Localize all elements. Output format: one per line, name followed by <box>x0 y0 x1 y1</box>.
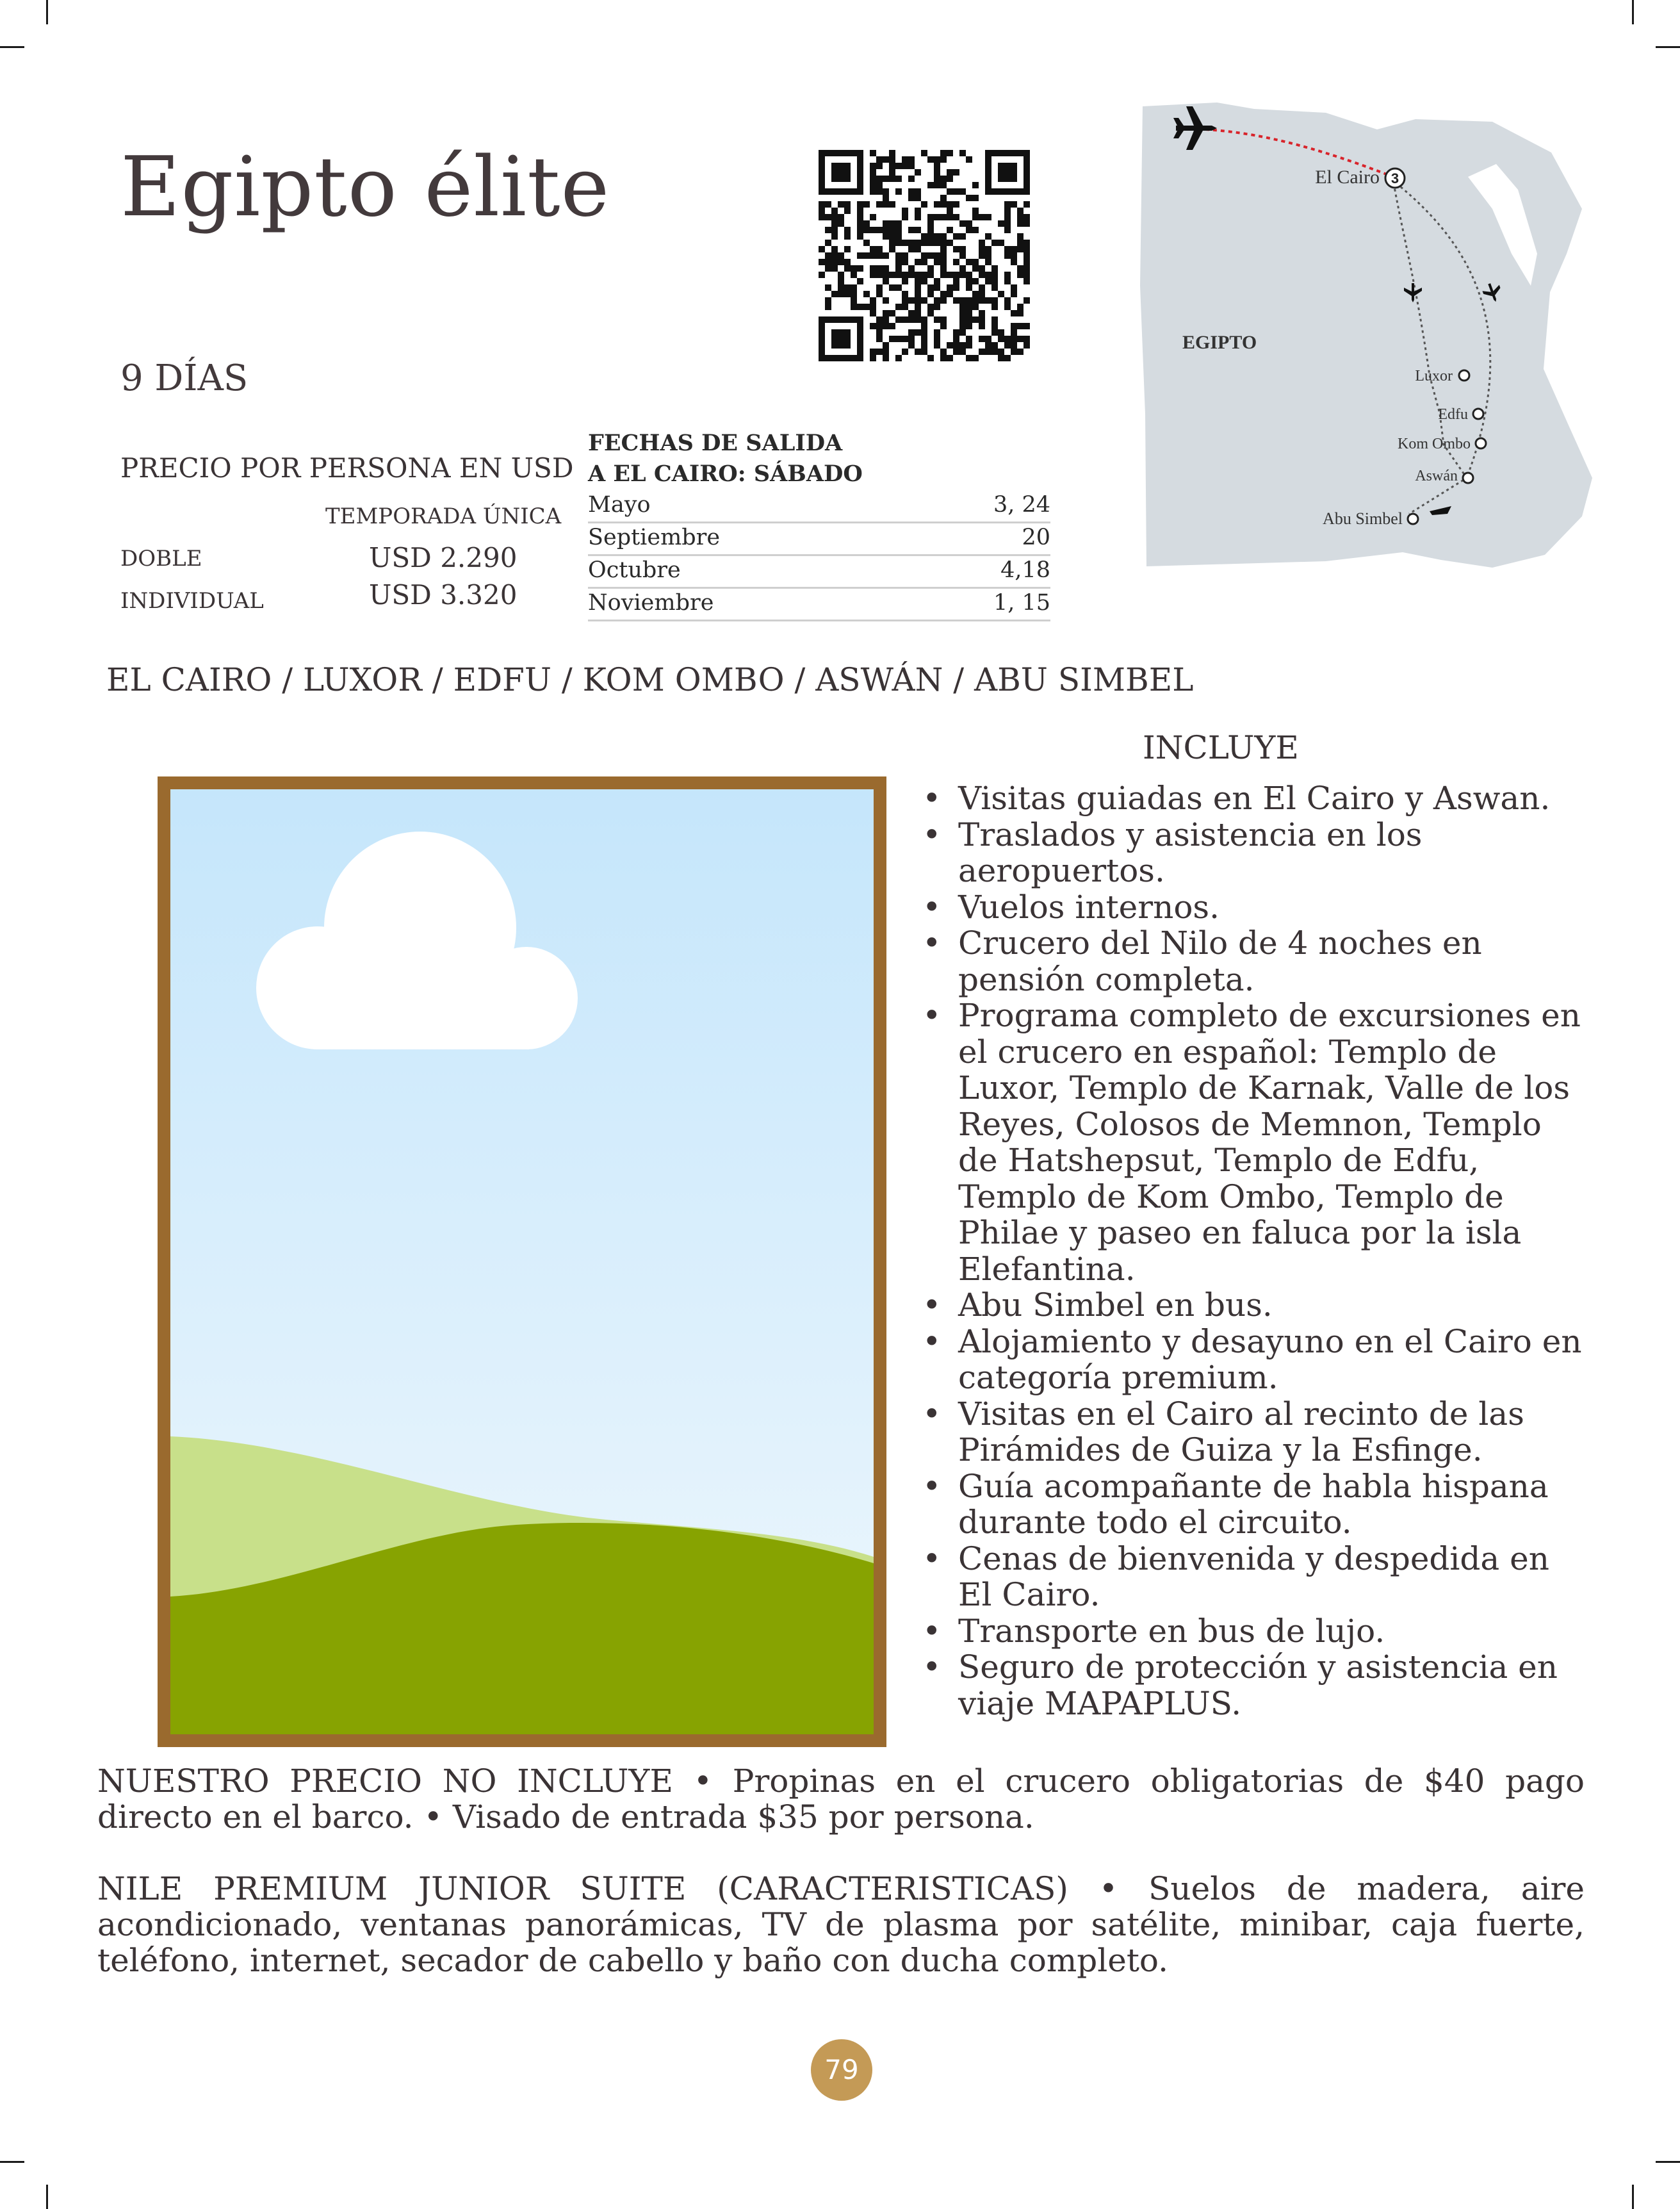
list-item: • Visitas en el Cairo al recinto de las Pirámides de Guiza y la Esfinge. <box>922 1396 1582 1468</box>
departure-month: Mayo <box>588 492 651 518</box>
departures-heading-line: FECHAS DE SALIDA <box>588 430 843 456</box>
crop-mark <box>0 46 24 48</box>
list-item: • Crucero del Nilo de 4 noches en pensión completa. <box>922 925 1582 998</box>
departure-days: 4,18 <box>1000 557 1050 583</box>
departure-days: 20 <box>1022 525 1050 550</box>
pricing-heading: PRECIO POR PERSONA EN USD <box>120 452 574 484</box>
trip-duration: 9 DÍAS <box>120 357 249 399</box>
crop-mark <box>46 0 48 24</box>
table-row <box>588 589 1050 621</box>
city-marker-kom-ombo <box>1476 438 1486 448</box>
crop-mark <box>1656 2161 1680 2163</box>
city-marker-aswan <box>1463 473 1473 483</box>
crop-mark <box>0 2161 24 2163</box>
table-row <box>588 523 1050 556</box>
departures-table <box>588 491 1050 621</box>
list-item: • Traslados y asistencia en los aeropuertos. <box>922 817 1582 889</box>
city-marker-luxor <box>1459 370 1469 381</box>
departure-month: Noviembre <box>588 590 714 616</box>
includes-heading: INCLUYE <box>1143 729 1299 766</box>
not-included-paragraph: NUESTRO PRECIO NO INCLUYE • Propinas en el crucero obligatorias de $40 pago directo en el barco. • Visado de entrada $35 por persona. <box>97 1762 1585 1835</box>
list-item: • Alojamiento y desayuno en el Cairo en categoría premium. <box>922 1324 1582 1396</box>
city-marker-abu-simbel <box>1408 514 1418 524</box>
list-item: • Transporte en bus de lujo. <box>922 1613 1582 1650</box>
departures-heading-line: A EL CAIRO: SÁBADO <box>588 461 863 487</box>
departure-days: 1, 15 <box>993 590 1050 616</box>
crop-mark <box>1656 46 1680 48</box>
table-row <box>588 491 1050 523</box>
list-item: • Guía acompañante de habla hispana durante todo el circuito. <box>922 1468 1582 1541</box>
crop-mark <box>46 2185 48 2209</box>
list-item: • Vuelos internos. <box>922 889 1582 926</box>
list-item: • Visitas guiadas en El Cairo y Aswan. <box>922 780 1582 817</box>
departure-month: Octubre <box>588 557 681 583</box>
includes-list <box>922 780 1582 1721</box>
suite-paragraph: NILE PREMIUM JUNIOR SUITE (CARACTERISTICAS) • Suelos de madera, aire acondicionado, ventanas panorámicas, TV de plasma por satélite, minibar, caja fuerte, teléfono, internet, secador de cabello y baño con ducha completo. <box>97 1870 1585 1979</box>
country-label: EGIPTO <box>1182 332 1257 353</box>
list-item: • Cenas de bienvenida y despedida en El Cairo. <box>922 1541 1582 1613</box>
list-item: • Seguro de protección y asistencia en viaje MAPAPLUS. <box>922 1649 1582 1721</box>
crop-mark <box>1632 2185 1634 2209</box>
route-map <box>1134 94 1608 580</box>
city-label-kom-ombo: Kom Ombo <box>1398 436 1471 452</box>
departure-days: 3, 24 <box>993 492 1050 518</box>
city-label-edfu: Edfu <box>1438 406 1468 423</box>
city-marker-edfu <box>1473 409 1483 419</box>
city-label-abu-simbel: Abu Simbel <box>1323 509 1403 528</box>
crop-mark <box>1632 0 1634 24</box>
price-row-value: USD 2.290 <box>369 542 518 573</box>
page-number: 79 <box>811 2039 872 2101</box>
list-item: • Programa completo de excursiones en el crucero en español: Templo de Luxor, Templo de Karnak, Valle de los Reyes, Colosos de Memnon, Templo de Hatshepsut, Templo de Edfu, Templo de Kom Ombo, Templo de Philae y paseo en faluca por la isla Elefantina. <box>922 998 1582 1287</box>
price-row-value: USD 3.320 <box>369 579 518 611</box>
city-label-aswan: Aswán <box>1415 468 1458 484</box>
price-row-label: DOBLE <box>120 546 202 571</box>
route-cities: EL CAIRO / LUXOR / EDFU / KOM OMBO / ASWÁN / ABU SIMBEL <box>106 661 1194 698</box>
nights-badge: 3 <box>1390 170 1399 186</box>
price-row-label: INDIVIDUAL <box>120 588 264 614</box>
departures-heading <box>588 428 863 489</box>
city-label-el-cairo: El Cairo <box>1315 167 1380 188</box>
list-item: • Abu Simbel en bus. <box>922 1287 1582 1324</box>
pricing-season: TEMPORADA ÚNICA <box>325 504 562 529</box>
page-title: Egipto élite <box>120 140 610 235</box>
qr-code[interactable] <box>819 150 1030 361</box>
table-row <box>588 556 1050 589</box>
departure-month: Septiembre <box>588 525 721 550</box>
city-label-luxor: Luxor <box>1415 368 1453 384</box>
photo-placeholder <box>158 776 886 1747</box>
